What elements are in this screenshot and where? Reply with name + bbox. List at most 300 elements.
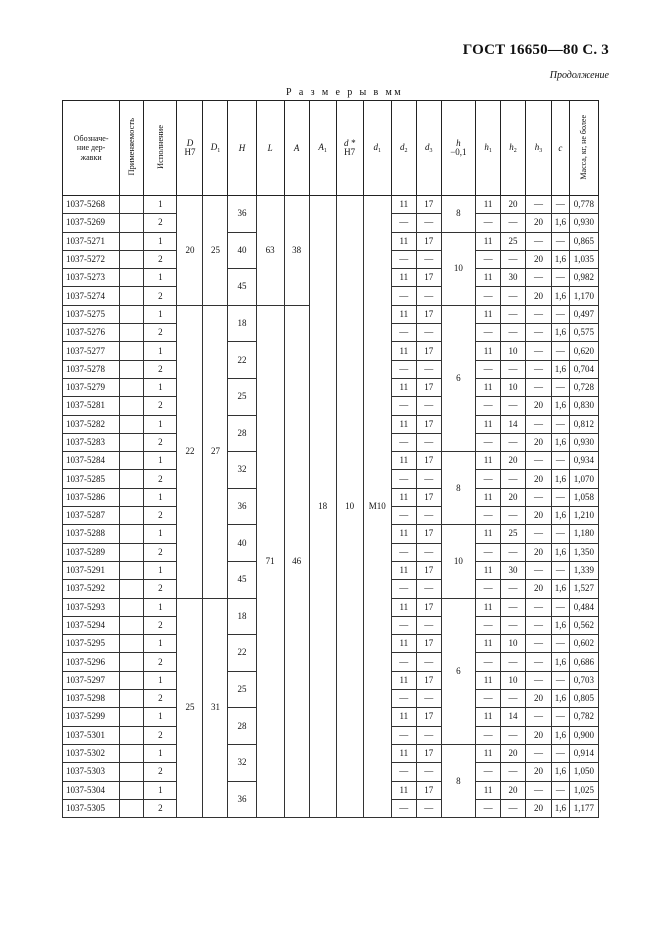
cell-d3: 17 (416, 342, 441, 360)
cell-h: 10 (441, 232, 475, 305)
cell-h1: — (476, 543, 501, 561)
cell-d3: 17 (416, 269, 441, 287)
cell-app (120, 616, 144, 634)
cell-d3: — (416, 324, 441, 342)
cell-l: 63 (256, 196, 284, 306)
col-H-label: H (238, 142, 246, 153)
col-d (336, 101, 363, 196)
cell-exec: 1 (144, 561, 177, 579)
cell-c: — (552, 525, 570, 543)
cell-h: 45 (228, 269, 256, 306)
cell-h1: — (476, 360, 501, 378)
cell-d3: — (416, 214, 441, 232)
cell-code: 1037-5268 (63, 196, 120, 214)
cell-code: 1037-5277 (63, 342, 120, 360)
cell-d3: 17 (416, 452, 441, 470)
cell-app (120, 690, 144, 708)
cell-h2: — (501, 324, 526, 342)
cell-c: — (552, 488, 570, 506)
cell-mass: 0,900 (569, 726, 598, 744)
cell-h2: 25 (501, 525, 526, 543)
cell-code: 1037-5303 (63, 763, 120, 781)
cell-a: 46 (284, 305, 309, 817)
cell-app (120, 561, 144, 579)
cell-code: 1037-5285 (63, 470, 120, 488)
cell-h3: — (526, 232, 552, 250)
cell-h3: — (526, 305, 552, 323)
cell-mass: 1,180 (569, 525, 598, 543)
cell-exec: 1 (144, 488, 177, 506)
cell-c: 1,6 (552, 433, 570, 451)
cell-app (120, 452, 144, 470)
col-h2-sub: 2 (513, 147, 517, 154)
cell-h3: — (526, 744, 552, 762)
cell-c: — (552, 305, 570, 323)
cell-h2: 20 (501, 781, 526, 799)
cell-exec: 1 (144, 305, 177, 323)
cell-h: 28 (228, 415, 256, 452)
cell-d3: 17 (416, 378, 441, 396)
cell-code: 1037-5274 (63, 287, 120, 305)
cell-mass: 0,805 (569, 690, 598, 708)
cell-d2: 11 (391, 744, 416, 762)
cell-code: 1037-5272 (63, 250, 120, 268)
cell-h1: 11 (476, 452, 501, 470)
cell-exec: 2 (144, 616, 177, 634)
col-execution (144, 101, 177, 196)
cell-h: 18 (228, 598, 256, 635)
cell-mass: 0,830 (569, 397, 598, 415)
cell-d2: — (391, 763, 416, 781)
cell-h2: 20 (501, 744, 526, 762)
cell-app (120, 507, 144, 525)
cell-app (120, 635, 144, 653)
col-A (284, 101, 309, 196)
col-h (441, 101, 475, 196)
cell-h3: 20 (526, 726, 552, 744)
cell-mass: 0,728 (569, 378, 598, 396)
cell-c: — (552, 196, 570, 214)
cell-d1: 31 (203, 598, 228, 818)
cell-mass: 1,170 (569, 287, 598, 305)
cell-d2: — (391, 397, 416, 415)
cell-exec: 1 (144, 232, 177, 250)
cell-mass: 0,620 (569, 342, 598, 360)
cell-code: 1037-5278 (63, 360, 120, 378)
col-designation (63, 101, 120, 196)
cell-h3: — (526, 525, 552, 543)
cell-h3: 20 (526, 250, 552, 268)
cell-h3: — (526, 378, 552, 396)
cell-c: 1,6 (552, 324, 570, 342)
cell-d2: 11 (391, 378, 416, 396)
cell-c: 1,6 (552, 580, 570, 598)
cell-exec: 1 (144, 196, 177, 214)
cell-h2: — (501, 507, 526, 525)
cell-d2: 11 (391, 196, 416, 214)
cell-d3: 17 (416, 561, 441, 579)
cell-h: 36 (228, 781, 256, 818)
cell-h1: — (476, 507, 501, 525)
cell-c: — (552, 269, 570, 287)
cell-h1: — (476, 214, 501, 232)
cell-exec: 1 (144, 635, 177, 653)
cell-d1: 25 (203, 196, 228, 306)
cell-c: 1,6 (552, 214, 570, 232)
cell-d3: — (416, 580, 441, 598)
cell-d3: — (416, 433, 441, 451)
col-d1 (363, 101, 391, 196)
cell-exec: 2 (144, 360, 177, 378)
cell-c: — (552, 342, 570, 360)
cell-h1: — (476, 324, 501, 342)
cell-exec: 2 (144, 653, 177, 671)
cell-exec: 2 (144, 690, 177, 708)
cell-mass: 1,339 (569, 561, 598, 579)
cell-exec: 1 (144, 598, 177, 616)
cell-code: 1037-5289 (63, 543, 120, 561)
cell-h1: — (476, 616, 501, 634)
cell-h3: 20 (526, 690, 552, 708)
cell-h: 32 (228, 452, 256, 489)
cell-d2: 11 (391, 232, 416, 250)
cell-c: 1,6 (552, 470, 570, 488)
cell-h3: — (526, 360, 552, 378)
cell-code: 1037-5282 (63, 415, 120, 433)
cell-code: 1037-5298 (63, 690, 120, 708)
cell-h: 25 (228, 378, 256, 415)
cell-code: 1037-5297 (63, 671, 120, 689)
col-D1-label: D (210, 141, 218, 152)
cell-h: 8 (441, 744, 475, 817)
cell-d3: 17 (416, 525, 441, 543)
cell-app (120, 342, 144, 360)
col-A1-sub: 1 (323, 147, 327, 154)
cell-c: — (552, 561, 570, 579)
holders-table (62, 100, 599, 818)
cell-d3: 17 (416, 598, 441, 616)
cell-h1: 11 (476, 415, 501, 433)
cell-app (120, 287, 144, 305)
cell-mass: 1,210 (569, 507, 598, 525)
cell-h2: — (501, 763, 526, 781)
cell-l: 71 (256, 305, 284, 817)
cell-exec: 2 (144, 799, 177, 817)
cell-code: 1037-5269 (63, 214, 120, 232)
cell-h3: — (526, 415, 552, 433)
cell-code: 1037-5294 (63, 616, 120, 634)
cell-mass: 0,914 (569, 744, 598, 762)
cell-c: — (552, 415, 570, 433)
cell-d3: — (416, 507, 441, 525)
col-h2 (501, 101, 526, 196)
cell-d3: 17 (416, 744, 441, 762)
col-h-tolerance: −0,1 (450, 147, 467, 157)
cell-h1: — (476, 653, 501, 671)
cell-d2: 11 (391, 305, 416, 323)
col-d2-label: d (400, 141, 405, 152)
cell-mass: 1,350 (569, 543, 598, 561)
cell-h: 28 (228, 708, 256, 745)
cell-d2: — (391, 616, 416, 634)
cell-code: 1037-5287 (63, 507, 120, 525)
cell-app (120, 250, 144, 268)
cell-h1: 11 (476, 196, 501, 214)
cell-mass: 0,686 (569, 653, 598, 671)
cell-code: 1037-5301 (63, 726, 120, 744)
cell-h: 6 (441, 305, 475, 451)
cell-exec: 2 (144, 214, 177, 232)
cell-exec: 1 (144, 744, 177, 762)
cell-mass: 0,703 (569, 671, 598, 689)
cell-h1: — (476, 763, 501, 781)
cell-h2: — (501, 598, 526, 616)
cell-h2: 20 (501, 196, 526, 214)
cell-h2: 10 (501, 671, 526, 689)
cell-h3: 20 (526, 397, 552, 415)
table-row (63, 196, 599, 214)
cell-d3: 17 (416, 232, 441, 250)
cell-code: 1037-5296 (63, 653, 120, 671)
cell-d1: 27 (203, 305, 228, 598)
cell-d2: — (391, 287, 416, 305)
cell-d2: — (391, 726, 416, 744)
cell-mass: 1,035 (569, 250, 598, 268)
col-h2-label: h (509, 141, 514, 152)
cell-d2: 11 (391, 452, 416, 470)
col-h3-label: h (534, 141, 540, 152)
cell-c: — (552, 708, 570, 726)
cell-exec: 2 (144, 726, 177, 744)
cell-code: 1037-5305 (63, 799, 120, 817)
col-mass (569, 101, 598, 196)
cell-h3: — (526, 561, 552, 579)
cell-h1: 11 (476, 342, 501, 360)
cell-d2: — (391, 653, 416, 671)
cell-d2: 11 (391, 708, 416, 726)
cell-h1: 11 (476, 781, 501, 799)
cell-h1: 11 (476, 269, 501, 287)
cell-h1: 11 (476, 305, 501, 323)
cell-h1: 11 (476, 635, 501, 653)
cell-exec: 2 (144, 287, 177, 305)
col-d3 (416, 101, 441, 196)
cell-app (120, 214, 144, 232)
cell-d3: — (416, 287, 441, 305)
col-D (177, 101, 203, 196)
cell-h2: 14 (501, 415, 526, 433)
cell-app (120, 324, 144, 342)
cell-app (120, 470, 144, 488)
cell-exec: 2 (144, 507, 177, 525)
cell-mass: 0,930 (569, 433, 598, 451)
cell-h3: 20 (526, 433, 552, 451)
cell-app (120, 305, 144, 323)
cell-h1: — (476, 726, 501, 744)
cell-h2: — (501, 799, 526, 817)
cell-h1: 11 (476, 232, 501, 250)
cell-h1: 11 (476, 488, 501, 506)
cell-h3: — (526, 598, 552, 616)
col-d3-label: d (425, 141, 430, 152)
cell-h2: — (501, 690, 526, 708)
cell-h1: 11 (476, 525, 501, 543)
cell-code: 1037-5299 (63, 708, 120, 726)
cell-h2: — (501, 305, 526, 323)
cell-h: 8 (441, 196, 475, 233)
cell-app (120, 433, 144, 451)
cell-h3: 20 (526, 799, 552, 817)
cell-h3: — (526, 635, 552, 653)
cell-d2: — (391, 799, 416, 817)
cell-d2: — (391, 543, 416, 561)
cell-h: 36 (228, 488, 256, 525)
cell-h3: — (526, 671, 552, 689)
cell-h: 32 (228, 744, 256, 781)
cell-code: 1037-5292 (63, 580, 120, 598)
cell-h2: 25 (501, 232, 526, 250)
col-A-label: A (293, 142, 300, 153)
cell-h2: — (501, 397, 526, 415)
cell-h: 18 (228, 305, 256, 342)
cell-mass: 0,484 (569, 598, 598, 616)
cell-d3: — (416, 360, 441, 378)
col-d2 (391, 101, 416, 196)
cell-exec: 1 (144, 415, 177, 433)
cell-h1: — (476, 250, 501, 268)
cell-d3: 17 (416, 671, 441, 689)
col-d-label: d * (344, 138, 356, 148)
cell-a1: 18 (309, 196, 336, 818)
cell-h: 22 (228, 342, 256, 379)
col-D1-sub: 1 (217, 147, 221, 154)
cell-exec: 2 (144, 250, 177, 268)
cell-mass: 1,050 (569, 763, 598, 781)
cell-h3: 20 (526, 214, 552, 232)
cell-h: 40 (228, 525, 256, 562)
cell-exec: 1 (144, 378, 177, 396)
cell-d2: 11 (391, 635, 416, 653)
cell-h2: — (501, 433, 526, 451)
cell-mass: 1,527 (569, 580, 598, 598)
cell-h1: 11 (476, 561, 501, 579)
col-d1-label: d (373, 141, 378, 152)
cell-code: 1037-5283 (63, 433, 120, 451)
cell-d3: — (416, 250, 441, 268)
cell-h2: — (501, 726, 526, 744)
cell-app (120, 525, 144, 543)
cell-h1: 11 (476, 378, 501, 396)
cell-mass: 0,812 (569, 415, 598, 433)
cell-c: — (552, 598, 570, 616)
cell-c: — (552, 781, 570, 799)
cell-mass: 1,070 (569, 470, 598, 488)
cell-code: 1037-5291 (63, 561, 120, 579)
cell-app (120, 378, 144, 396)
cell-code: 1037-5293 (63, 598, 120, 616)
cell-d3: 17 (416, 196, 441, 214)
cell-d2: — (391, 214, 416, 232)
cell-h3: — (526, 342, 552, 360)
cell-c: 1,6 (552, 799, 570, 817)
page-header: ГОСТ 16650—80 С. 3 (462, 42, 609, 58)
col-applicability (120, 101, 144, 196)
cell-h: 10 (441, 525, 475, 598)
cell-d2: 11 (391, 342, 416, 360)
cell-d3: — (416, 470, 441, 488)
cell-h2: — (501, 580, 526, 598)
cell-d: 20 (177, 196, 203, 306)
cell-c: 1,6 (552, 507, 570, 525)
cell-exec: 2 (144, 580, 177, 598)
cell-exec: 2 (144, 433, 177, 451)
cell-h2: 10 (501, 635, 526, 653)
cell-h2: — (501, 360, 526, 378)
cell-d2: — (391, 324, 416, 342)
cell-h2: — (501, 214, 526, 232)
cell-d3: — (416, 726, 441, 744)
cell-app (120, 488, 144, 506)
cell-h3: 20 (526, 287, 552, 305)
cell-d: 25 (177, 598, 203, 818)
cell-code: 1037-5295 (63, 635, 120, 653)
cell-h1: 11 (476, 598, 501, 616)
cell-mass: 1,177 (569, 799, 598, 817)
col-designation-label: Обозначе- ние дер- жавки (73, 134, 109, 162)
cell-d2: 11 (391, 415, 416, 433)
table-body (63, 196, 599, 818)
cell-c: 1,6 (552, 763, 570, 781)
cell-d: 22 (177, 305, 203, 598)
cell-c: 1,6 (552, 250, 570, 268)
cell-mass: 0,562 (569, 616, 598, 634)
cell-c: — (552, 671, 570, 689)
col-h1-sub: 1 (488, 147, 492, 154)
cell-c: — (552, 232, 570, 250)
cell-h1: — (476, 799, 501, 817)
cell-c: 1,6 (552, 397, 570, 415)
cell-app (120, 360, 144, 378)
col-c-label: c (558, 142, 563, 153)
cell-exec: 1 (144, 781, 177, 799)
col-A1 (309, 101, 336, 196)
cell-h3: — (526, 616, 552, 634)
cell-d2: 11 (391, 598, 416, 616)
cell-h3: — (526, 452, 552, 470)
cell-exec: 2 (144, 763, 177, 781)
col-D-label: D (186, 138, 194, 148)
cell-exec: 2 (144, 470, 177, 488)
cell-c: 1,6 (552, 360, 570, 378)
cell-h3: — (526, 488, 552, 506)
cell-exec: 1 (144, 269, 177, 287)
cell-h3: — (526, 269, 552, 287)
cell-d3: 17 (416, 488, 441, 506)
cell-h2: — (501, 653, 526, 671)
cell-h3: 20 (526, 580, 552, 598)
cell-h1: — (476, 690, 501, 708)
cell-h3: 20 (526, 470, 552, 488)
cell-h2: 20 (501, 452, 526, 470)
col-d-tolerance: H7 (344, 147, 356, 157)
cell-code: 1037-5276 (63, 324, 120, 342)
cell-app (120, 799, 144, 817)
cell-d3: — (416, 763, 441, 781)
col-D-tolerance: H7 (184, 147, 196, 157)
cell-d3: — (416, 653, 441, 671)
cell-d2: 11 (391, 525, 416, 543)
cell-d3: — (416, 543, 441, 561)
